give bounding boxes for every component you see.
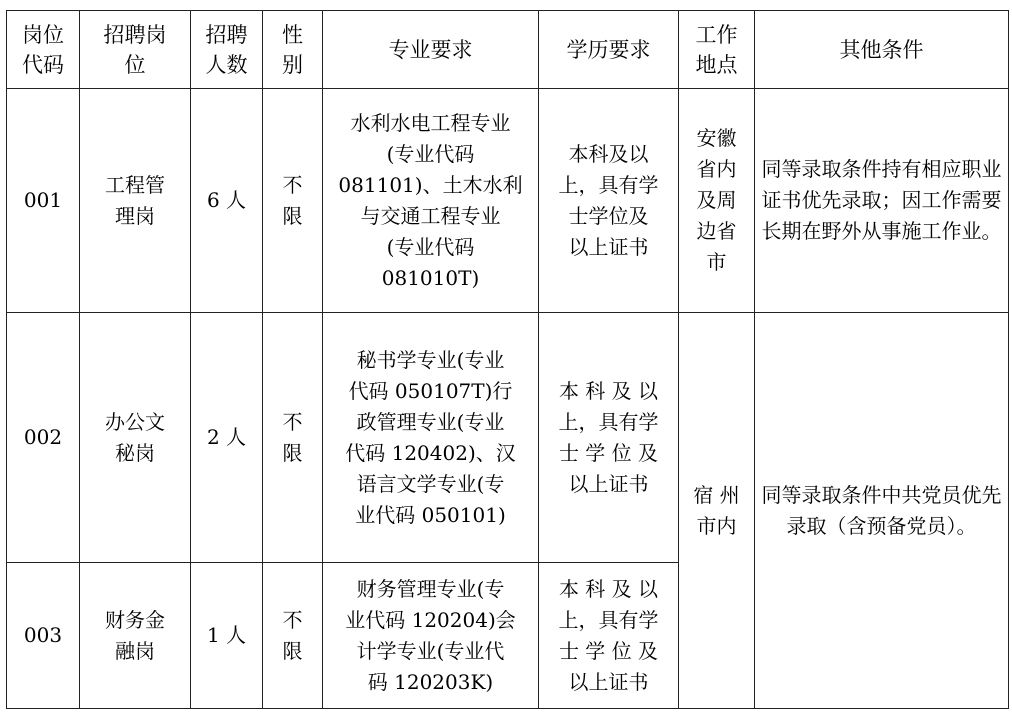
cell-other-conditions: 同等录取条件持有相应职业证书优先录取；因工作需要长期在野外从事施工作业。: [755, 89, 1009, 313]
cell-major: 财务管理专业(专 业代码 120204)会 计学专业(专业代 码 120203K): [323, 563, 539, 709]
cell-location: 宿 州 市内: [679, 313, 755, 709]
cell-count: 1 人: [191, 563, 263, 709]
cell-location: 安徽 省内 及周 边省 市: [679, 89, 755, 313]
cell-count: 2 人: [191, 313, 263, 563]
recruitment-table: [6, 10, 1009, 709]
header-major: 专业要求: [323, 11, 539, 89]
table-row: [7, 89, 1009, 313]
cell-position: 办公文 秘岗: [80, 313, 191, 563]
cell-gender: 不 限: [263, 313, 323, 563]
header-position-name: 招聘岗 位: [80, 11, 191, 89]
cell-count: 6 人: [191, 89, 263, 313]
table-row: [7, 313, 1009, 563]
cell-position: 工程管 理岗: [80, 89, 191, 313]
cell-other-conditions: 同等录取条件中共党员优先录取（含预备党员）。: [755, 313, 1009, 709]
header-position-code: 岗位 代码: [7, 11, 80, 89]
cell-education: 本 科 及 以 上，具有学 士 学 位 及 以上证书: [539, 563, 679, 709]
cell-gender: 不 限: [263, 89, 323, 313]
header-education: 学历要求: [539, 11, 679, 89]
header-row: [7, 11, 1009, 89]
cell-education: 本 科 及 以 上，具有学 士 学 位 及 以上证书: [539, 313, 679, 563]
header-location: 工作 地点: [679, 11, 755, 89]
cell-code: 001: [7, 89, 80, 313]
header-other-conditions: 其他条件: [755, 11, 1009, 89]
header-headcount: 招聘 人数: [191, 11, 263, 89]
cell-major: 秘书学专业(专业 代码 050107T)行 政管理专业(专业 代码 120402)、汉 语言文学专业(专 业代码 050101): [323, 313, 539, 563]
cell-position: 财务金 融岗: [80, 563, 191, 709]
header-gender: 性 别: [263, 11, 323, 89]
cell-code: 002: [7, 313, 80, 563]
cell-gender: 不 限: [263, 563, 323, 709]
cell-education: 本科及以 上，具有学 士学位及 以上证书: [539, 89, 679, 313]
cell-code: 003: [7, 563, 80, 709]
cell-major: 水利水电工程专业 (专业代码 081101)、土木水利 与交通工程专业 (专业代码 081010T): [323, 89, 539, 313]
